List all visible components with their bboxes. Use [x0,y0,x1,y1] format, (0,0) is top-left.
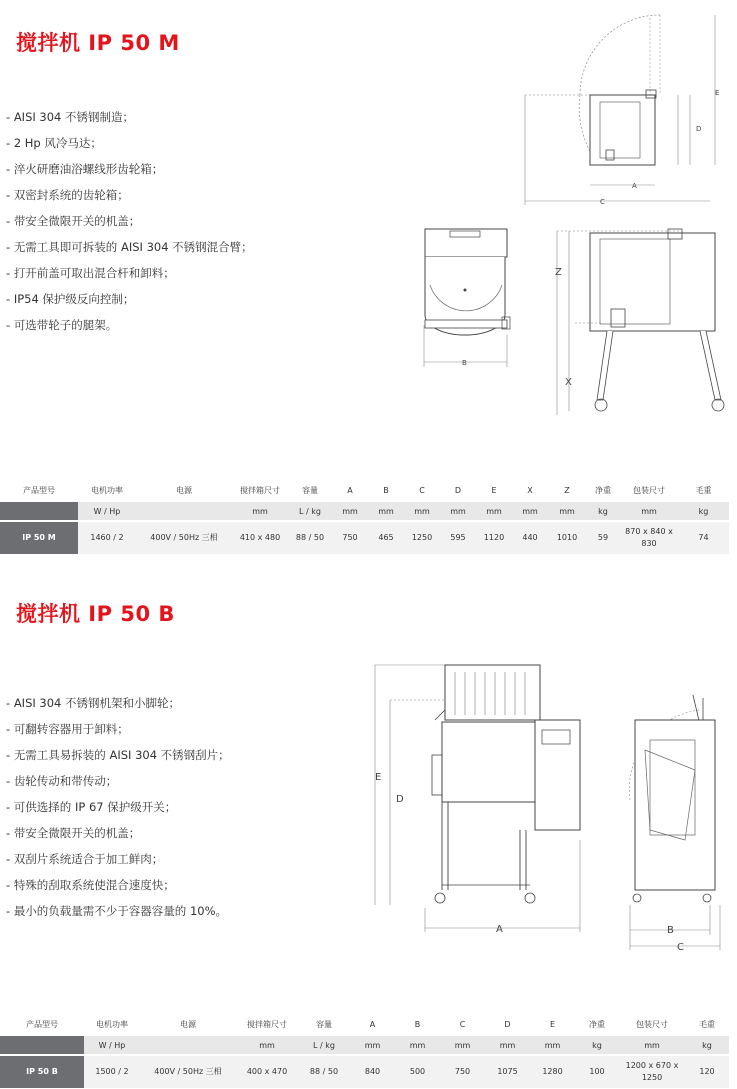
table-header: 产品型号 [0,480,78,502]
list-item: - 可选带轮子的腿架。 [6,316,253,342]
table-cell: 840 [350,1055,395,1088]
table-header: 毛重 [678,480,729,502]
table-row [0,521,729,554]
table-cell: 1075 [485,1055,530,1088]
list-item: - 无需工具即可拆装的 AISI 304 不锈钢混合臂； [6,238,253,264]
table-unit: mm [368,502,404,522]
table-header: 搅拌箱尺寸 [236,1014,298,1036]
table-header: 搅拌箱尺寸 [232,480,288,502]
table-unit: mm [619,1036,685,1056]
list-item: - 可供选择的 IP 67 保护级开关； [6,798,230,824]
table-unit: mm [512,502,548,522]
table-header: E [476,480,512,502]
drawing-ip50b-front [370,660,585,940]
table-header: D [485,1014,530,1036]
table-header: 产品型号 [0,1014,84,1036]
table-header-row [0,1014,729,1036]
dim-label: B [667,925,674,936]
dim-label: C [600,198,605,206]
table-unit: W / Hp [84,1036,140,1056]
table-cell-model: IP 50 B [0,1055,84,1088]
list-item: - 带安全微限开关的机盖； [6,212,253,238]
table-header: 电源 [136,480,232,502]
drawing-ip50m-front [420,225,520,375]
table-unit: mm [350,1036,395,1056]
table-cell: 88 / 50 [288,521,332,554]
table-cell: 100 [575,1055,619,1088]
table-cell: 1500 / 2 [84,1055,140,1088]
table-unit: L / kg [288,502,332,522]
table-header: X [512,480,548,502]
page-title-ip50b: 搅拌机 IP 50 B [16,602,175,626]
table-cell: 1010 [548,521,586,554]
table-cell: 595 [440,521,476,554]
dim-label: D [396,794,404,805]
table-cell: 400V / 50Hz 三相 [140,1055,236,1088]
table-header: 净重 [586,480,620,502]
table-header: 包装尺寸 [619,1014,685,1036]
table-cell: 88 / 50 [298,1055,350,1088]
table-unit: mm [332,502,368,522]
list-item: - AISI 304 不锈钢制造； [6,108,253,134]
table-unit [140,1036,236,1056]
table-unit: mm [485,1036,530,1056]
list-item: - 打开前盖可取出混合杆和卸料； [6,264,253,290]
list-item: - 淬火研磨油浴螺线形齿轮箱； [6,160,253,186]
table-unit: L / kg [298,1036,350,1056]
dim-label: E [715,89,720,97]
list-item: - 带安全微限开关的机盖； [6,824,230,850]
dim-label: A [496,924,503,935]
table-cell: 440 [512,521,548,554]
table-cell: 750 [332,521,368,554]
table-unit [136,502,232,522]
list-item: - 最小的负载量需不少于容器容量的 10%。 [6,902,230,928]
table-unit: kg [685,1036,729,1056]
table-header: 电机功率 [84,1014,140,1036]
dim-label: B [462,359,467,367]
dim-label: X [565,377,572,388]
table-cell: 59 [586,521,620,554]
table-unit: mm [395,1036,440,1056]
table-row [0,1055,729,1088]
table-unit: mm [232,502,288,522]
table-header: D [440,480,476,502]
table-cell: 1200 x 670 x 1250 [619,1055,685,1088]
table-header: 容量 [298,1014,350,1036]
table-cell: 120 [685,1055,729,1088]
table-unit: mm [440,502,476,522]
table-header: B [395,1014,440,1036]
table-header: A [350,1014,395,1036]
table-unit: mm [548,502,586,522]
table-header: C [440,1014,485,1036]
dim-label: D [696,125,702,133]
dim-label: Z [555,267,562,278]
list-item: - 可翻转容器用于卸料； [6,720,230,746]
feature-list-ip50b [6,694,230,928]
table-header: 净重 [575,1014,619,1036]
table-cell: 870 x 840 x 830 [620,521,678,554]
table-unit-row [0,502,729,522]
list-item: - 双密封系统的齿轮箱； [6,186,253,212]
table-header: 电机功率 [78,480,136,502]
table-header: 毛重 [685,1014,729,1036]
drawing-ip50m-side [520,0,730,212]
page-title-ip50m: 搅拌机 IP 50 M [16,31,180,55]
drawing-ip50m-legs [555,225,735,420]
table-unit: mm [236,1036,298,1056]
table-cell: 1280 [530,1055,575,1088]
list-item: - 2 Hp 风冷马达； [6,134,253,160]
table-header-row [0,480,729,502]
list-item: - 特殊的刮取系统使混合速度快； [6,876,230,902]
feature-list-ip50m [6,108,253,342]
table-header: Z [548,480,586,502]
list-item: - IP54 保护级反向控制； [6,290,253,316]
table-unit [0,1036,84,1056]
table-unit: mm [620,502,678,522]
dim-label: E [375,772,382,783]
list-item: - 齿轮传动和带传动； [6,772,230,798]
list-item: - 双刮片系统适合于加工鲜肉； [6,850,230,876]
table-header: B [368,480,404,502]
spec-table-ip50m [0,480,729,554]
table-cell: 1460 / 2 [78,521,136,554]
table-unit: mm [476,502,512,522]
table-unit: mm [440,1036,485,1056]
list-item: - AISI 304 不锈钢机架和小脚轮； [6,694,230,720]
table-cell: 400V / 50Hz 三相 [136,521,232,554]
table-cell: 1250 [404,521,440,554]
table-unit: W / Hp [78,502,136,522]
table-header: C [404,480,440,502]
table-header: 电源 [140,1014,236,1036]
table-unit: kg [575,1036,619,1056]
table-unit: mm [404,502,440,522]
table-unit: mm [530,1036,575,1056]
table-cell: 400 x 470 [236,1055,298,1088]
list-item: - 无需工具易拆装的 AISI 304 不锈钢刮片； [6,746,230,772]
table-unit: kg [586,502,620,522]
table-unit-row [0,1036,729,1056]
table-header: E [530,1014,575,1036]
table-header: 容量 [288,480,332,502]
table-unit [0,502,78,522]
table-cell: 1120 [476,521,512,554]
dim-label: C [677,942,684,953]
table-unit: kg [678,502,729,522]
table-header: A [332,480,368,502]
table-cell-model: IP 50 M [0,521,78,554]
drawing-ip50b-side [625,690,735,955]
table-cell: 750 [440,1055,485,1088]
table-cell: 410 x 480 [232,521,288,554]
spec-table-ip50b [0,1014,729,1088]
table-cell: 465 [368,521,404,554]
table-header: 包装尺寸 [620,480,678,502]
dim-label: A [632,182,637,190]
table-cell: 500 [395,1055,440,1088]
table-cell: 74 [678,521,729,554]
